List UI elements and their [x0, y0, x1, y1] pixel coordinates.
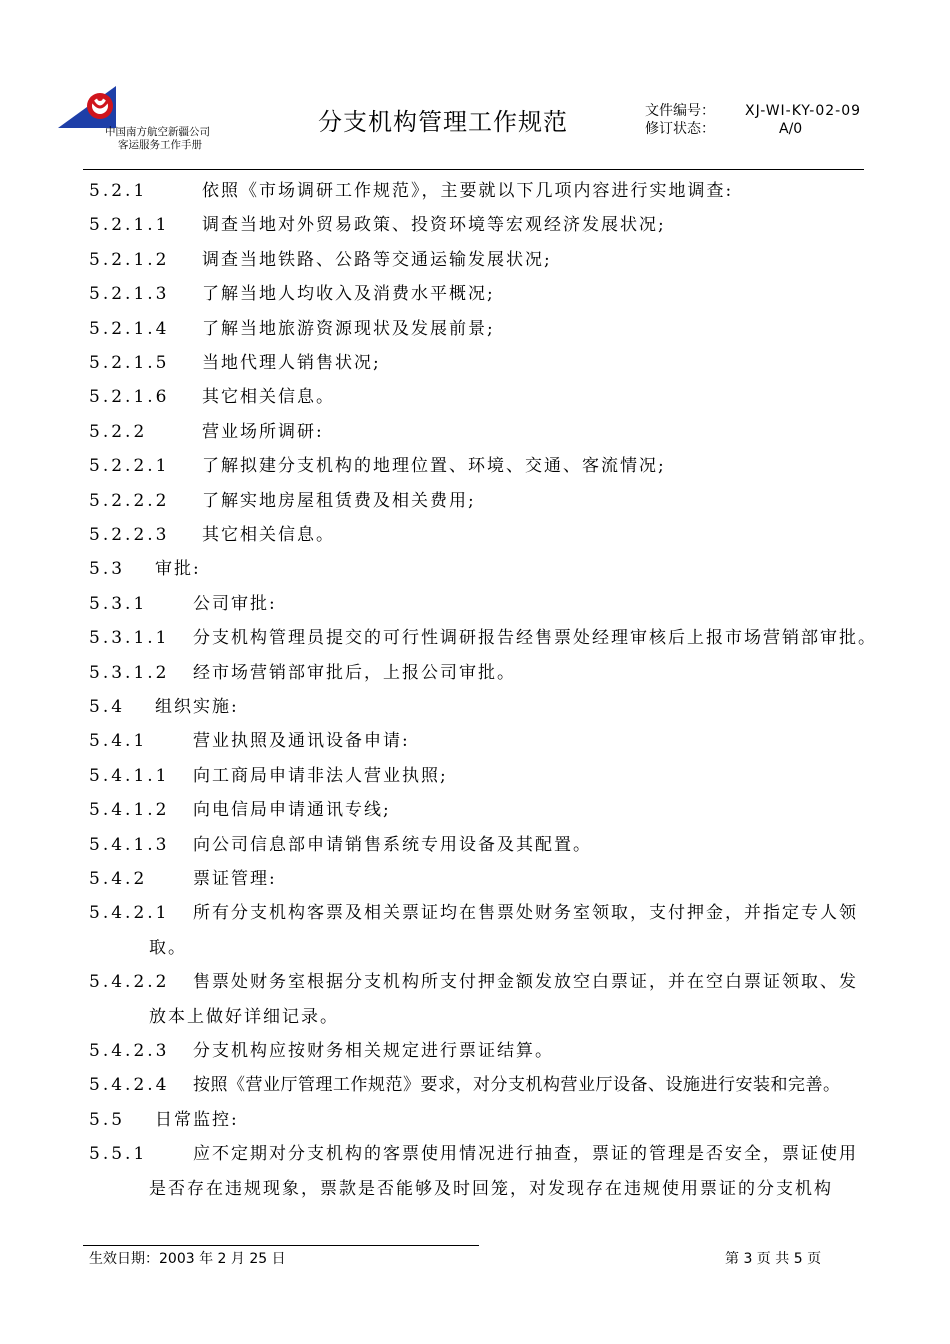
section-text: 其它相关信息。 — [202, 525, 335, 545]
section-number: 5.2.1.1 — [89, 215, 170, 236]
section-text: 售票处财务室根据分支机构所支付押金额发放空白票证，并在空白票证领取、发 — [193, 972, 858, 993]
section-number: 5.2.1.6 — [89, 387, 170, 408]
section-number: 5.5 — [89, 1109, 126, 1130]
section-text: 票证管理: — [193, 869, 277, 889]
section-text: 放本上做好详细记录。 — [149, 1006, 339, 1027]
section-number: 5.4.1.1 — [89, 765, 170, 786]
effective-date: 生效日期：2003 年 2 月 25 日 — [89, 1251, 286, 1267]
section-number: 5.4.2.4 — [89, 1075, 170, 1096]
header-rule — [83, 169, 864, 170]
section-number: 5.2.2.3 — [89, 525, 170, 545]
file-number-value: XJ-WI-KY-02-09 — [745, 103, 862, 119]
section-text: 当地代理人销售状况; — [202, 353, 381, 373]
section-number: 5.2.1.3 — [89, 284, 170, 305]
section-number: 5.4.1.2 — [89, 800, 170, 821]
company-line2: 客运服务工作手册 — [118, 139, 202, 151]
company-name — [105, 126, 235, 152]
section-text: 向工商局申请非法人营业执照; — [193, 765, 448, 786]
section-text: 是否存在违规现象，票款是否能够及时回笼，对发现存在违规使用票证的分支机构 — [149, 1178, 833, 1199]
section-number: 5.3.1.1 — [89, 628, 170, 649]
section-number: 5.2.1.4 — [89, 318, 170, 339]
section-text: 分支机构管理员提交的可行性调研报告经售票处经理审核后上报市场营销部审批。 — [193, 628, 877, 649]
page-number: 第 3 页 共 5 页 — [725, 1251, 822, 1267]
section-text: 了解当地人均收入及消费水平概况; — [202, 284, 495, 305]
section-text: 营业场所调研: — [202, 421, 324, 442]
section-text: 向电信局申请通讯专线; — [193, 800, 391, 821]
section-number: 5.4.1 — [89, 731, 148, 752]
revision-value: A/0 — [779, 121, 803, 137]
section-number: 5.3.1.2 — [89, 662, 170, 683]
airline-logo-icon — [56, 84, 216, 130]
section-number: 5.4.2.1 — [89, 903, 170, 924]
section-number: 5.4 — [89, 697, 126, 717]
section-number: 5.3 — [89, 559, 126, 580]
section-number: 5.4.2.2 — [89, 972, 170, 993]
section-text: 日常监控: — [155, 1109, 239, 1130]
file-number-label: 文件编号： — [645, 103, 715, 119]
section-number: 5.2.1 — [89, 181, 148, 201]
section-text: 公司审批: — [193, 593, 277, 614]
section-text: 分支机构应按财务相关规定进行票证结算。 — [193, 1041, 554, 1061]
section-text: 按照《营业厅管理工作规范》要求，对分支机构营业厅设备、设施进行安装和完善。 — [193, 1075, 841, 1096]
section-number: 5.4.1.3 — [89, 834, 170, 855]
section-text: 调查当地铁路、公路等交通运输发展状况; — [202, 249, 552, 270]
section-text: 了解实地房屋租赁费及相关费用; — [202, 490, 476, 511]
section-text: 经市场营销部审批后，上报公司审批。 — [193, 662, 516, 683]
section-text: 应不定期对分支机构的客票使用情况进行抽查，票证的管理是否安全，票证使用 — [193, 1144, 858, 1165]
section-number: 5.4.2 — [89, 869, 148, 889]
revision-label: 修订状态： — [645, 121, 715, 137]
section-text: 审批: — [155, 559, 201, 580]
section-text: 组织实施: — [155, 697, 239, 717]
document-meta — [645, 103, 865, 137]
section-number: 5.5.1 — [89, 1144, 148, 1165]
section-text: 调查当地对外贸易政策、投资环境等宏观经济发展状况; — [202, 215, 666, 236]
section-number: 5.2.2.2 — [89, 490, 170, 511]
section-text: 了解拟建分支机构的地理位置、环境、交通、客流情况; — [202, 456, 666, 477]
section-number: 5.2.2.1 — [89, 456, 170, 477]
section-text: 营业执照及通讯设备申请: — [193, 731, 410, 752]
section-text: 取。 — [149, 937, 187, 958]
section-number: 5.4.2.3 — [89, 1041, 170, 1061]
company-line1: 中国南方航空新疆公司 — [105, 126, 210, 138]
section-text: 向公司信息部申请销售系统专用设备及其配置。 — [193, 834, 592, 855]
section-text: 其它相关信息。 — [202, 387, 335, 408]
page-title: 分支机构管理工作规范 — [318, 108, 568, 136]
document-header — [0, 0, 950, 170]
footer-rule — [83, 1245, 479, 1246]
section-text: 了解当地旅游资源现状及发展前景; — [202, 318, 495, 339]
section-number: 5.2.1.2 — [89, 249, 170, 270]
section-number: 5.2.1.5 — [89, 353, 170, 373]
section-number: 5.3.1 — [89, 593, 148, 614]
section-number: 5.2.2 — [89, 421, 148, 442]
section-text: 所有分支机构客票及相关票证均在售票处财务室领取，支付押金，并指定专人领 — [193, 903, 858, 924]
section-text: 依照《市场调研工作规范》，主要就以下几项内容进行实地调查: — [202, 181, 734, 201]
